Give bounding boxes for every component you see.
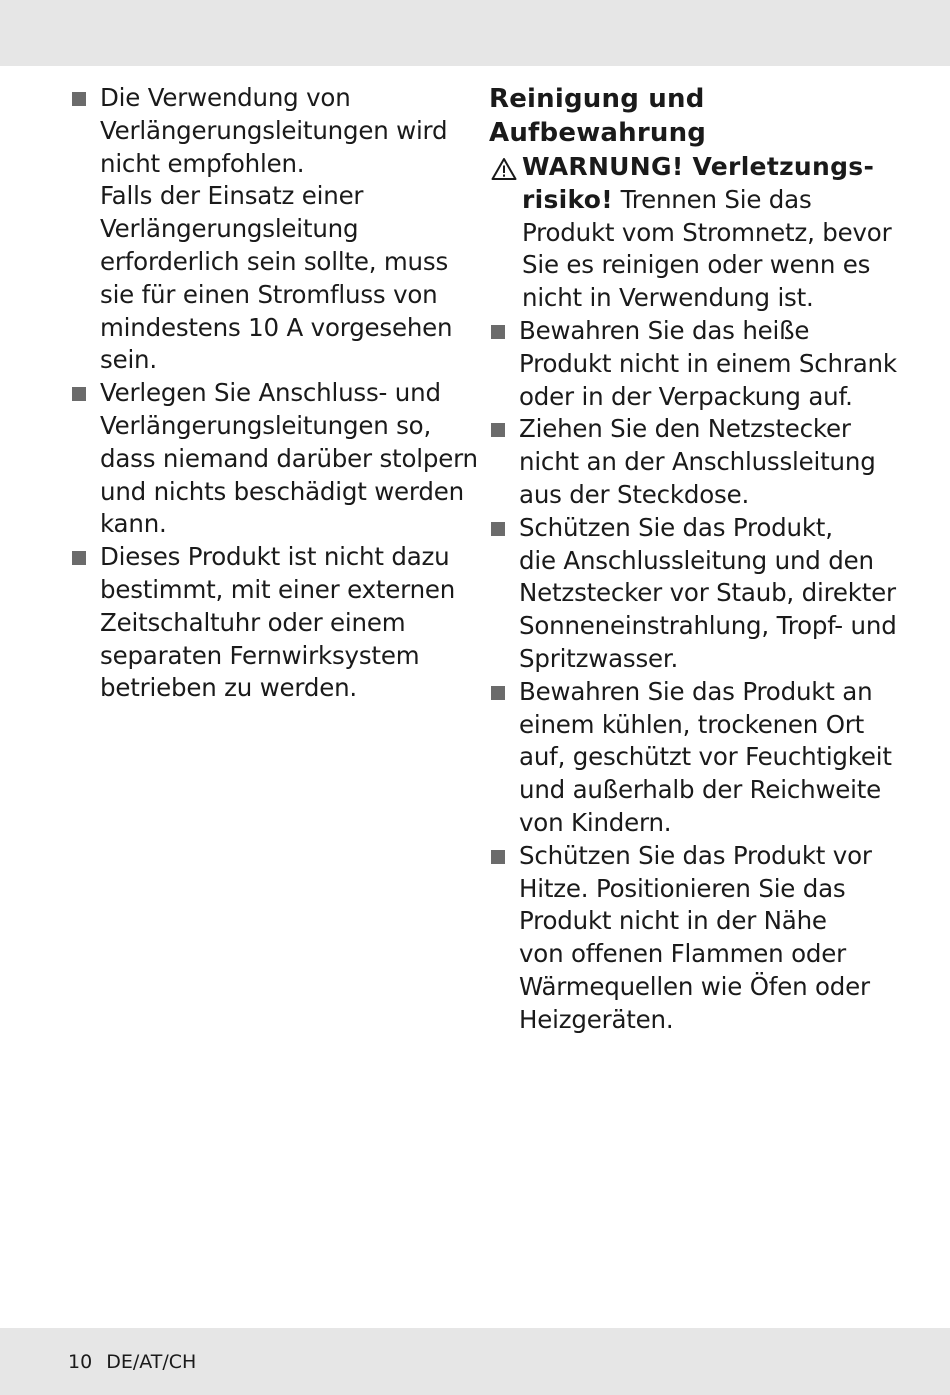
square-bullet-icon	[491, 522, 505, 536]
text-line: Die Verwendung von	[100, 83, 351, 112]
text-line: nicht empfohlen.	[100, 148, 305, 178]
text-line: einem kühlen, trockenen Ort	[519, 709, 865, 739]
warning-text-line: Produkt vom Stromnetz, bevor	[522, 217, 892, 247]
list-item	[489, 676, 909, 840]
text-line: Zeitschaltuhr oder einem	[100, 607, 406, 637]
list-item	[489, 512, 909, 676]
text-line: bestimmt, mit einer externen	[100, 574, 456, 604]
warning-text-line	[522, 184, 909, 217]
list-item	[489, 315, 909, 413]
square-bullet-icon	[491, 686, 505, 700]
list-item	[70, 541, 470, 705]
text-line: Wärmequellen wie Öfen oder	[519, 971, 870, 1001]
heading-line: Aufbewahrung	[489, 118, 707, 148]
list-item	[489, 413, 909, 511]
text-line: Ziehen Sie den Netzstecker	[519, 414, 851, 444]
text-line: separaten Fernwirksystem	[100, 640, 420, 670]
warning-text-line: nicht in Verwendung ist.	[522, 283, 814, 313]
right-column	[489, 82, 909, 1037]
text-line: kann.	[100, 509, 167, 539]
warning-text-line: Sie es reinigen oder wenn es	[522, 250, 871, 280]
warning-title: WARNUNG! Verletzungs-	[522, 152, 875, 181]
square-bullet-icon	[491, 423, 505, 437]
text-line: Spritzwasser.	[519, 643, 679, 673]
text-line: Hitze. Positionieren Sie das	[519, 873, 846, 903]
text-line: die Anschlussleitung und den	[519, 545, 874, 575]
square-bullet-icon	[72, 551, 86, 565]
header-band	[0, 0, 950, 66]
text-line: betrieben zu werden.	[100, 673, 357, 703]
text-line: Verlegen Sie Anschluss- und	[100, 378, 441, 408]
text-line: und außerhalb der Reichweite	[519, 775, 882, 805]
region-label: DE/AT/CH	[106, 1351, 197, 1373]
warning-block	[489, 151, 909, 315]
text-line: sein.	[100, 345, 157, 375]
text-line: Verlängerungsleitungen so,	[100, 410, 432, 440]
text-line: Verlängerungsleitung	[100, 214, 359, 244]
square-bullet-icon	[72, 387, 86, 401]
list-item	[70, 377, 478, 541]
text-line: und nichts beschädigt werden	[100, 476, 464, 506]
text-line: Netzstecker vor Staub, direkter	[519, 578, 896, 608]
square-bullet-icon	[72, 92, 86, 106]
text-line: Heizgeräten.	[519, 1004, 674, 1034]
bullet-list-left	[70, 82, 478, 705]
section-heading	[489, 82, 909, 150]
page-number: 10	[68, 1351, 93, 1373]
text-line: von Kindern.	[519, 807, 672, 837]
text-line: Schützen Sie das Produkt vor	[519, 840, 872, 870]
warning-title-end: risiko!	[522, 184, 613, 214]
text-line: auf, geschützt vor Feuchtigkeit	[519, 742, 892, 772]
text-line: oder in der Verpackung auf.	[519, 381, 853, 411]
text-line: Schützen Sie das Produkt,	[519, 512, 833, 542]
square-bullet-icon	[491, 850, 505, 864]
text-line: erforderlich sein sollte, muss	[100, 246, 449, 276]
square-bullet-icon	[491, 325, 505, 339]
text-line: von offenen Flammen oder	[519, 939, 846, 969]
text-line: Dieses Produkt ist nicht dazu	[100, 542, 450, 572]
list-item	[489, 840, 909, 1037]
text-line: Bewahren Sie das Produkt an	[519, 676, 873, 706]
text-line: mindestens 10 A vorgesehen	[100, 312, 453, 342]
text-line: Verlängerungsleitungen wird	[100, 115, 448, 145]
page-footer	[68, 1350, 196, 1374]
text-line: sie für einen Stromfluss von	[100, 279, 438, 309]
text-line: Bewahren Sie das heiße	[519, 315, 810, 345]
text-line: dass niemand darüber stolpern	[100, 443, 478, 473]
text-line: Produkt nicht in der Nähe	[519, 906, 827, 936]
list-item	[70, 82, 470, 377]
left-column	[70, 82, 478, 705]
bullet-list-right	[489, 315, 909, 1037]
text-line: aus der Steckdose.	[519, 479, 750, 509]
warning-triangle-icon	[491, 157, 517, 181]
warning-text: Trennen Sie das	[612, 184, 812, 214]
text-line: Sonneneinstrahlung, Tropf- und	[519, 611, 897, 641]
heading-line: Reinigung und	[489, 84, 705, 114]
text-line: nicht an der Anschlussleitung	[519, 447, 876, 477]
text-line: Falls der Einsatz einer	[100, 181, 364, 211]
text-line: Produkt nicht in einem Schrank	[519, 348, 897, 378]
